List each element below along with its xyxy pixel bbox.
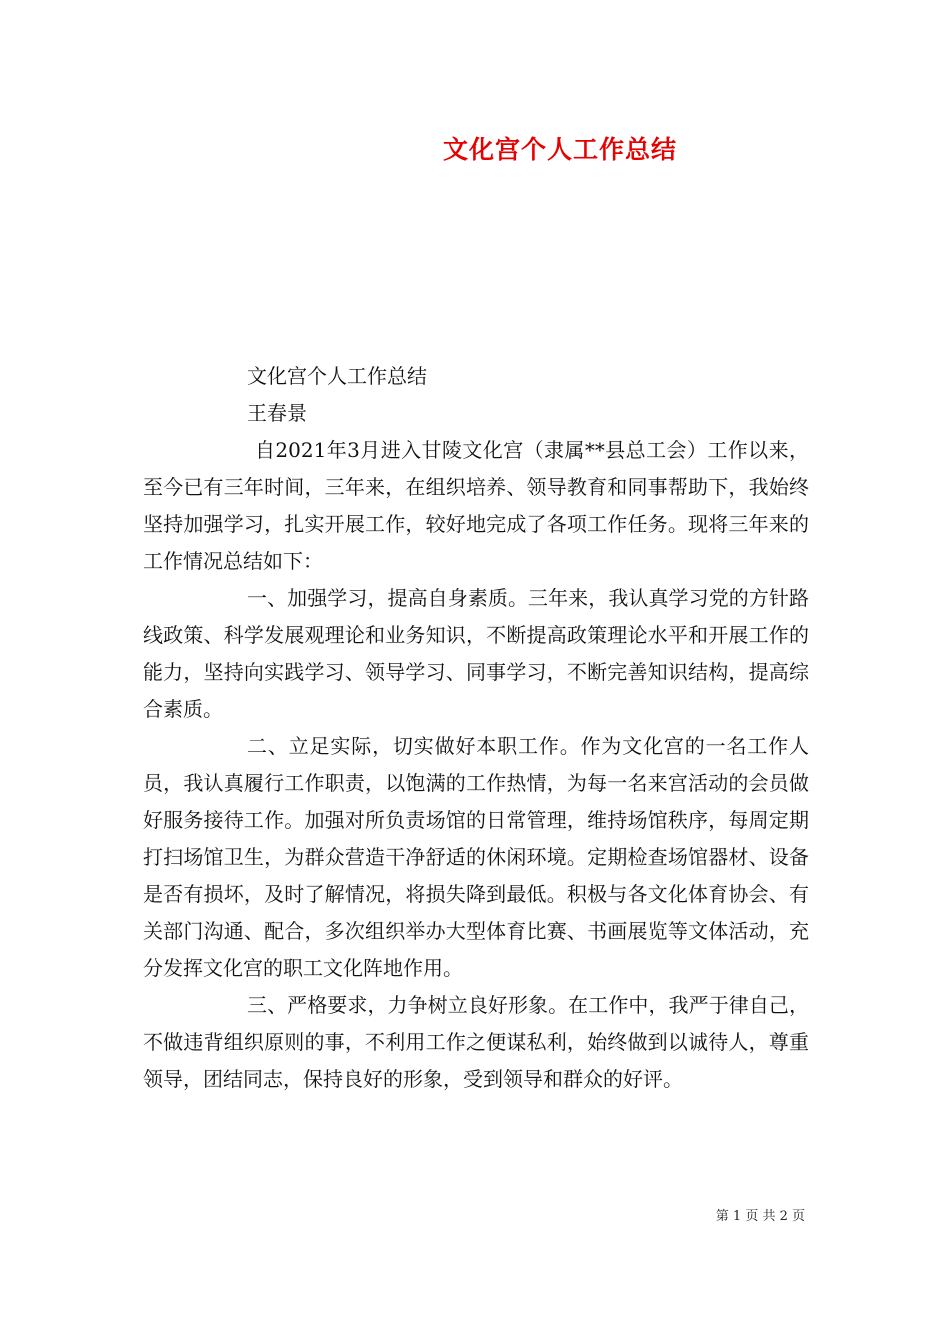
- page-title: 文化宫个人工作总结: [442, 135, 677, 164]
- paragraph-conduct: 三、严格要求，力争树立良好形象。在工作中，我严于律自己，不做违背组织原则的事，不利用工作之便谋私利，始终做到以诚待人，尊重领导，团结同志，保持良好的形象，受到领导和群众的好评。: [143, 993, 809, 1091]
- document-author: 王春景: [247, 401, 307, 425]
- paragraph-intro: 自2021年3月进入甘陵文化宫（隶属**县总工会）工作以来，至今已有三年时间，三年来，在组织培养、领导教育和同事帮助下，我始终坚持加强学习，扎实开展工作，较好地完成了各项工作任务。现将三年来的工作情况总结如下：: [143, 438, 809, 573]
- document-body: [143, 358, 809, 1098]
- document-subtitle: 文化宫个人工作总结: [247, 364, 427, 388]
- page-footer: 第 1 页 共 2 页: [715, 1209, 805, 1224]
- paragraph-duties: 二、立足实际，切实做好本职工作。作为文化宫的一名工作人员，我认真履行工作职责，以饱满的工作热情，为每一名来宫活动的会员做好服务接待工作。加强对所负责场馆的日常管理，维持场馆秩序，每周定期打扫场馆卫生，为群众营造干净舒适的休闲环境。定期检查场馆器材、设备是否有损坏，及时了解情况，将损失降到最低。积极与各文化体育协会、有关部门沟通、配合，多次组织举办大型体育比赛、书画展览等文体活动，充分发挥文化宫的职工文化阵地作用。: [143, 734, 809, 980]
- paragraph-study: 一、加强学习，提高自身素质。三年来，我认真学习党的方针路线政策、科学发展观理论和业务知识，不断提高政策理论水平和开展工作的能力，坚持向实践学习、领导学习、同事学习，不断完善知识结构，提高综合素质。: [143, 586, 809, 721]
